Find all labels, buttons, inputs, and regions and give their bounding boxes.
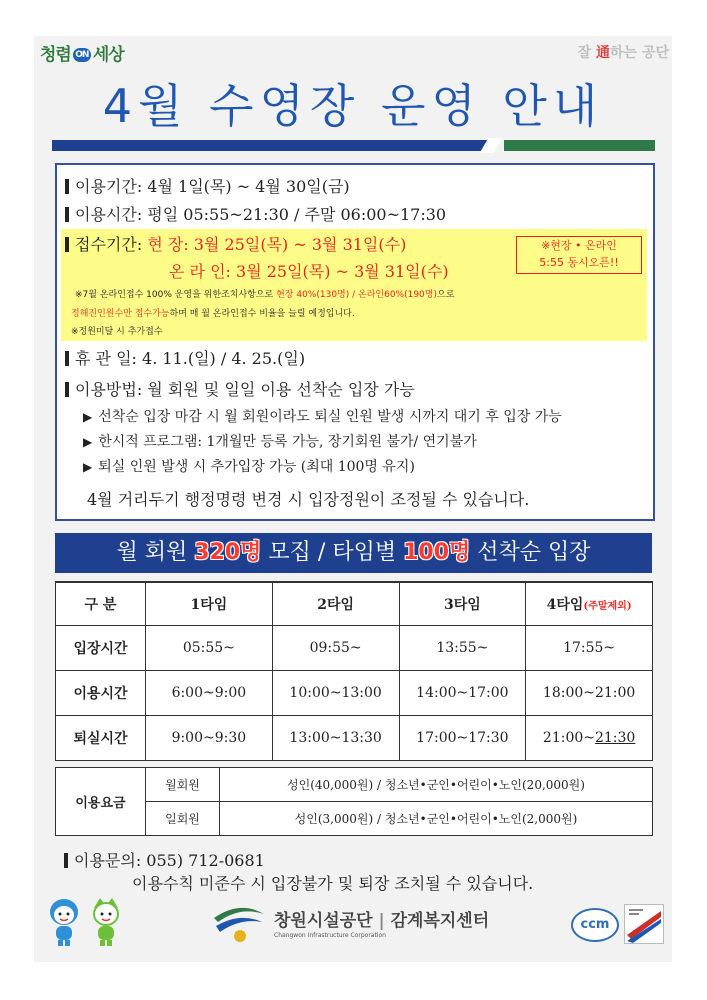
period-value: : 4월 1일(목) ~ 4월 30일(금): [136, 177, 350, 196]
online-value: : 3월 25일(목) ~ 3월 31일(수): [225, 262, 449, 281]
closed-row: [65, 346, 305, 369]
recruit-banner: [55, 533, 652, 573]
hours-row: [65, 202, 446, 225]
table-cell: 18:00~21:00: [526, 671, 653, 716]
slogan: [578, 42, 669, 62]
schedule-header-row: [56, 582, 653, 626]
hours-label: 이용시간: [75, 205, 137, 224]
corporation-emblem-icon: [210, 904, 268, 944]
corporation-logo: [210, 898, 510, 948]
notice-line-2: [71, 306, 355, 319]
notice-line-1: [75, 287, 454, 300]
fee-value-daily: 성인(3,000원) / 청소년•군인•어린이•노인(2,000원): [220, 802, 653, 836]
reception-row: [65, 232, 406, 255]
contact-row: [64, 848, 265, 871]
bullet-item-3: [83, 456, 415, 476]
table-row: [56, 671, 653, 716]
open-note-line1: ※현장 • 온라인: [541, 239, 617, 252]
certification-mark-icon: [624, 904, 664, 944]
table-cell: 05:55~: [146, 626, 273, 671]
table-cell: 09:55~: [272, 626, 399, 671]
center-name-text: 감계복지센터: [390, 911, 490, 931]
logo-text-2: 세상: [92, 45, 124, 65]
table-cell: 14:00~17:00: [399, 671, 526, 716]
col-header-1: 1타임: [146, 582, 273, 626]
period-label: 이용기간: [75, 177, 137, 196]
col-header-2: 2타임: [272, 582, 399, 626]
closed-value: : 4. 11.(일) / 4. 25.(일): [131, 349, 306, 368]
bullet-item-1: [83, 406, 562, 426]
method-value: : 월 회원 및 일일 이용 선착순 입장 가능: [136, 380, 415, 399]
page-title: 4월 수영장 운영 안내: [102, 79, 604, 133]
slogan-post: 하는 공단: [610, 45, 669, 61]
online-label: 온 라 인: [169, 262, 226, 281]
bullet2-text: 한시적 프로그램: 1개월만 등록 가능, 장기회원 불가/ 연기불가: [98, 434, 477, 450]
schedule-corner: 구 분: [56, 582, 146, 626]
logo-badge: ON: [73, 48, 91, 62]
period-row: [65, 174, 350, 197]
notice1-post: 으로: [437, 290, 455, 300]
row-label-exit: 퇴실시간: [56, 716, 146, 761]
simultaneous-open-note: [516, 236, 642, 274]
col-header-3: 3타임: [399, 582, 526, 626]
col-header-4: [526, 582, 653, 626]
schedule-table: [55, 581, 653, 761]
bullet1-text: 선착순 입장 마감 시 월 회원이라도 퇴실 인원 발생 시까지 대기 후 입장 가능: [98, 409, 562, 425]
bullet-item-2: [83, 431, 477, 451]
notice2-red: 정해진인원수만 접수가능: [71, 309, 170, 319]
method-row: [65, 377, 415, 400]
col-header-4-note: (주말제외): [583, 601, 632, 612]
slogan-highlight: 通: [596, 45, 611, 61]
bullet3-text: 퇴실 인원 발생 시 추가입장 가능 (최대 100명 유지): [98, 459, 415, 475]
contact-value: : 055) 712-0681: [135, 851, 265, 870]
banner-part3: 선착순 입장: [470, 540, 591, 565]
ccm-certification-icon: ccm: [571, 908, 619, 942]
logo-text-1: 청렴: [40, 45, 71, 65]
notice2-post: 하며 매 월 온라인접수 비율을 늘릴 예정입니다.: [169, 309, 355, 319]
footer: [34, 896, 672, 962]
fee-value-monthly: 성인(40,000원) / 청소년•군인•어린이•노인(20,000원): [220, 768, 653, 802]
exit-last-underlined: 21:30: [594, 730, 636, 746]
open-note-line2: 5:55 동시오픈!!: [539, 256, 619, 269]
fee-type-monthly: 월회원: [146, 768, 220, 802]
fee-type-daily: 일회원: [146, 802, 220, 836]
slogan-pre: 잘: [577, 45, 597, 61]
table-cell: 13:55~: [399, 626, 526, 671]
info-box: [55, 163, 655, 521]
rules-notice: 이용수칙 미준수 시 입장불가 및 퇴장 조치될 수 있습니다.: [132, 874, 534, 893]
contact-label: 이용문의: [74, 851, 136, 870]
fee-row-monthly: [56, 768, 653, 802]
triangle-bullet-icon: ▶: [83, 460, 93, 474]
row-label-entry: 입장시간: [56, 626, 146, 671]
table-cell: 6:00~9:00: [146, 671, 273, 716]
table-cell: 13:00~13:30: [272, 716, 399, 761]
corp-name-text: 창원시설공단: [274, 911, 373, 931]
distancing-note: 4월 거리두기 행정명령 변경 시 입장정원이 조정될 수 있습니다.: [87, 490, 530, 509]
row-label-usage: 이용시간: [56, 671, 146, 716]
notice-line-3: ※정원미달 시 추가접수: [71, 327, 163, 337]
table-cell: [526, 716, 653, 761]
triangle-bullet-icon: ▶: [83, 435, 93, 449]
banner-num2: 100명: [403, 540, 471, 565]
banner-part2: 모집 / 타임별: [261, 540, 404, 565]
mascot-green-icon: [88, 896, 124, 948]
reception-label: 접수기간: [75, 235, 137, 254]
notice1-pre: ※7월 온라인접수 100% 운영을 위한조치사항으로: [75, 290, 277, 300]
exit-last-pre: 21:00~: [542, 730, 595, 746]
corporation-english-name: Changwon Infrastructure Corporation: [274, 932, 386, 939]
banner-part1: 월 회원: [116, 540, 195, 565]
triangle-bullet-icon: ▶: [83, 410, 93, 424]
col-header-4-label: 4타임: [546, 597, 584, 613]
mascot-blue-icon: [46, 896, 82, 948]
reception-colon: :: [136, 235, 148, 254]
title-underline: [52, 140, 655, 151]
table-cell: 9:00~9:30: [146, 716, 273, 761]
table-cell: 10:00~13:00: [272, 671, 399, 716]
method-label: 이용방법: [75, 380, 137, 399]
onsite-label: 현 장: [147, 235, 184, 254]
banner-num1: 320명: [194, 540, 262, 565]
integrity-logo: [40, 40, 124, 65]
fee-row-daily: [56, 802, 653, 836]
fee-label: 이용요금: [56, 768, 146, 836]
onsite-value: : 3월 25일(목) ~ 3월 31일(수): [183, 235, 407, 254]
table-cell: 17:00~17:30: [399, 716, 526, 761]
table-row: [56, 716, 653, 761]
closed-label: 휴 관 일: [75, 349, 132, 368]
online-row: [169, 259, 449, 282]
hours-value: : 평일 05:55~21:30 / 주말 06:00~17:30: [136, 205, 447, 224]
table-row: [56, 626, 653, 671]
fee-table: [55, 767, 653, 836]
table-cell: 17:55~: [526, 626, 653, 671]
corporation-name: 창원시설공단 | 감계복지센터: [274, 911, 490, 931]
notice1-red: 현장 40%(130명) / 온라인60%(190명): [276, 290, 437, 300]
